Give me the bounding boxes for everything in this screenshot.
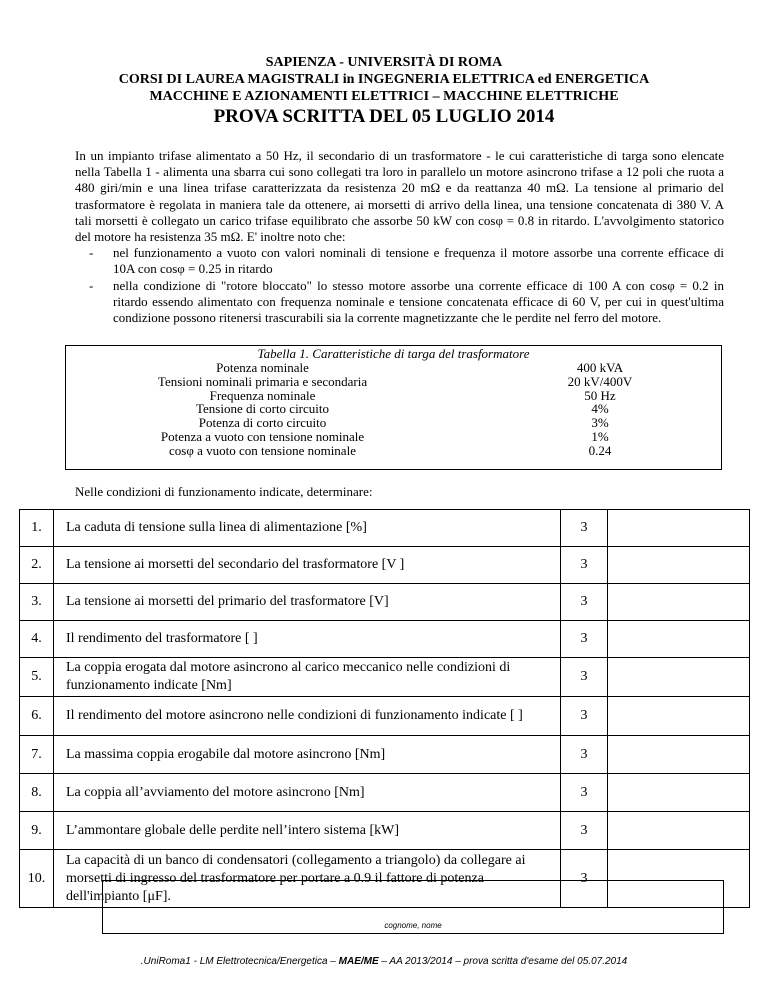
transformer-ratings-table <box>65 345 722 470</box>
question-text: Il rendimento del motore asincrono nelle condizioni di funzionamento indicate [ ] <box>54 697 561 736</box>
question-points: 3 <box>561 736 608 774</box>
question-number: 9. <box>20 812 54 850</box>
degree-course: CORSI DI LAUREA MAGISTRALI in INGEGNERIA ELETTRICA ed ENERGETICA <box>118 72 650 87</box>
question-number: 10. <box>20 850 54 908</box>
question-row <box>20 736 750 774</box>
page-footer <box>0 956 768 967</box>
question-text: La tensione ai morsetti del primario del trasformatore [V] <box>54 584 561 621</box>
bullet-item <box>75 245 724 277</box>
rating-value: 1% <box>591 428 609 444</box>
question-text: Il rendimento del trasformatore [ ] <box>54 621 561 658</box>
table-row <box>66 416 721 430</box>
question-points: 3 <box>561 850 608 908</box>
question-number: 6. <box>20 697 54 736</box>
answer-cell[interactable] <box>608 584 750 621</box>
intro-paragraph: In un impianto trifase alimentato a 50 Hz, il secondario di un trasformatore - le cui caratteristiche di targa sono elencate nella Tabella 1 - alimenta una sbarra cui sono collegati tra loro in parallelo un motore asincrono trifase a 12 poli che ruota a 480 giri/min e una linea trifase caratterizzata da resistenza 20 mΩ e da reattanza 40 mΩ. La tensione al primario del trasformatore è regolata in maniera tale da ottenere, ai morsetti di arrivo della linea, una tensione concatenata di 380 V. A tali morsetti è collegato un carico trifase equilibrato che assorbe 50 kW con cosφ = 0.8 in ritardo. L'avvolgimento statorico del motore ha resistenza 35 mΩ. E' inoltre noto che: <box>75 148 724 245</box>
student-name-box[interactable] <box>102 880 724 934</box>
question-points: 3 <box>561 547 608 584</box>
table-row <box>66 389 721 403</box>
footer-course-code: MAE/ME <box>338 956 379 967</box>
table-row <box>66 430 721 444</box>
question-text: La coppia all’avviamento del motore asincrono [Nm] <box>54 774 561 812</box>
answer-cell[interactable] <box>608 697 750 736</box>
question-number: 8. <box>20 774 54 812</box>
rating-value: 4% <box>591 401 609 417</box>
rating-label: Frequenza nominale <box>209 387 316 403</box>
table-row <box>66 444 721 458</box>
answer-cell[interactable] <box>608 621 750 658</box>
course-subject: MACCHINE E AZIONAMENTI ELETTRICI – MACCHINE ELETTRICHE <box>149 89 619 104</box>
footer-text-post: – AA 2013/2014 – prova scritta d'esame del 05.07.2014 <box>378 956 628 967</box>
question-number: 2. <box>20 547 54 584</box>
exam-title: PROVA SCRITTA DEL 05 LUGLIO 2014 <box>213 106 555 127</box>
question-row <box>20 584 750 621</box>
question-row <box>20 547 750 584</box>
question-points: 3 <box>561 510 608 547</box>
question-text: La capacità di un banco di condensatori (collegamento a triangolo) da collegare ai morsetti di ingresso del trasformatore per portare a 0.9 il fattore di potenza dell'impianto [μF]. <box>54 850 561 908</box>
question-number: 5. <box>20 658 54 697</box>
rating-label: Tensioni nominali primaria e secondaria <box>157 373 368 389</box>
question-text: La caduta di tensione sulla linea di alimentazione [%] <box>54 510 561 547</box>
rating-value: 400 kVA <box>576 360 624 375</box>
rating-label: Potenza nominale <box>216 360 309 375</box>
question-row <box>20 812 750 850</box>
question-row <box>20 621 750 658</box>
bullet-text: nel funzionamento a vuoto con valori nominali di tensione e frequenza il motore assorbe una corrente efficace di 10A con cosφ = 0.25 in ritardo <box>113 245 724 277</box>
question-row <box>20 658 750 697</box>
name-label: cognome, nome <box>384 921 442 930</box>
question-row <box>20 510 750 547</box>
exam-header <box>0 54 768 128</box>
rating-value: 50 Hz <box>584 387 616 403</box>
bullet-item <box>75 278 724 327</box>
question-number: 7. <box>20 736 54 774</box>
question-text: La coppia erogata dal motore asincrono al carico meccanico nelle condizioni di funzionamento indicate [Nm] <box>54 658 561 697</box>
question-text: L’ammontare globale delle perdite nell’intero sistema [kW] <box>54 812 561 850</box>
question-row <box>20 697 750 736</box>
question-points: 3 <box>561 584 608 621</box>
problem-statement <box>75 148 724 326</box>
answer-cell[interactable] <box>608 736 750 774</box>
question-points: 3 <box>561 621 608 658</box>
table-row <box>66 361 721 375</box>
rating-label: Potenza di corto circuito <box>198 415 327 431</box>
question-points: 3 <box>561 658 608 697</box>
question-number: 4. <box>20 621 54 658</box>
rating-value: 20 kV/400V <box>567 373 633 389</box>
questions-lead: Nelle condizioni di funzionamento indicate, determinare: <box>75 484 373 499</box>
university-name: SAPIENZA - UNIVERSITÀ DI ROMA <box>265 55 503 70</box>
question-points: 3 <box>561 812 608 850</box>
answer-cell[interactable] <box>608 812 750 850</box>
rating-value: 0.24 <box>588 442 612 458</box>
question-number: 3. <box>20 584 54 621</box>
answer-cell[interactable] <box>608 774 750 812</box>
rating-label: Potenza a vuoto con tensione nominale <box>160 428 365 444</box>
bullet-text: nella condizione di "rotore bloccato" lo stesso motore assorbe una corrente efficace di 100 A con cosφ = 0.2 in ritardo essendo alimentato con frequenza nominale e tensione concatenata efficace di 60 V, per cui in quest'ultima condizione possono ritenersi trascurabili sia la corrente magnetizzante che le perdite nel ferro del motore. <box>113 277 724 326</box>
bullet-dash: - <box>89 245 94 261</box>
question-number: 1. <box>20 510 54 547</box>
answer-cell[interactable] <box>608 658 750 697</box>
table-caption: Tabella 1. Caratteristiche di targa del trasformatore <box>257 346 530 361</box>
question-points: 3 <box>561 774 608 812</box>
answer-cell[interactable] <box>608 510 750 547</box>
answer-cell[interactable] <box>608 547 750 584</box>
rating-value: 3% <box>591 415 609 431</box>
question-text: La tensione ai morsetti del secondario del trasformatore [V ] <box>54 547 561 584</box>
question-points: 3 <box>561 697 608 736</box>
rating-label: cosφ a vuoto con tensione nominale <box>169 442 356 458</box>
question-row <box>20 774 750 812</box>
rating-label: Tensione di corto circuito <box>195 401 330 417</box>
bullet-dash: - <box>89 277 94 293</box>
question-text: La massima coppia erogabile dal motore asincrono [Nm] <box>54 736 561 774</box>
footer-text-pre: .UniRoma1 - LM Elettrotecnica/Energetica – <box>140 956 339 967</box>
questions-table <box>19 509 750 908</box>
table-row <box>66 402 721 416</box>
table-row <box>66 375 721 389</box>
